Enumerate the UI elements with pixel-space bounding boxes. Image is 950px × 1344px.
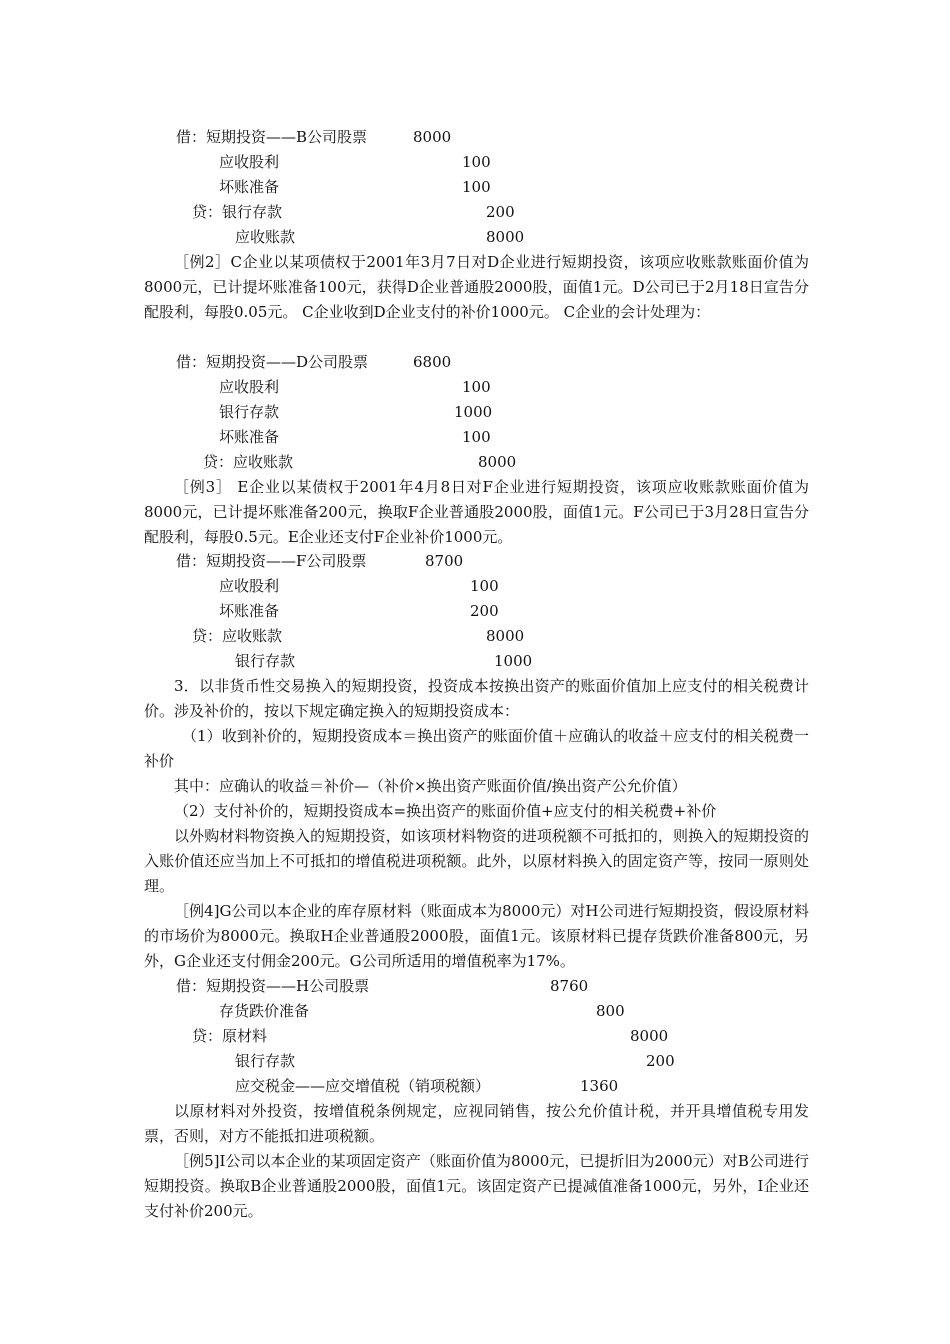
entry1-credit-row-amount: 8000 xyxy=(486,228,525,246)
vat-paragraph: 以原材料对外投资，按增值税条例规定，应视同销售，按公允价值计税，并开具增值税专用发票，否则，对方不能抵扣进项税额。 xyxy=(144,1102,809,1145)
example5-paragraph: ［例5]I公司以本企业的某项固定资产（账面价值为8000元，已提折旧为2000元）对B公司进行短期投资。换取B企业普通股2000股，面值1元。该固定资产已提减值准备1000元，另外，I企业还支付补价200元。 xyxy=(144,1152,809,1220)
material-paragraph: 以外购材料物资换入的短期投资，如该项材料物资的进项税额不可抵扣的，则换入的短期投资的入账价值还应当加上不可抵扣的增值税进项税额。此外，以原材料换入的固定资产等，按同一原则处理。 xyxy=(144,827,809,895)
entry4-row-amount: 800 xyxy=(596,1002,625,1020)
entry2-row-label: 应收股利 xyxy=(219,378,280,396)
section3-formula: 其中：应确认的收益＝补价—（补价×换出资产账面价值/换出资产公允价值） xyxy=(174,777,687,795)
entry2-row-label: 银行存款 xyxy=(219,403,280,421)
entry4-credit-row-label: 应交税金——应交增值税（销项税额） xyxy=(235,1077,491,1095)
entry1-credit-amount: 200 xyxy=(486,203,515,221)
entry2-row-label: 坏账准备 xyxy=(219,428,280,446)
entry4-row-label: 存货跌价准备 xyxy=(219,1002,310,1020)
entry2-debit-label: 借：短期投资——D公司股票 xyxy=(176,353,369,371)
section3-paragraph: 3．以非货币性交易换入的短期投资，投资成本按换出资产的账面价值加上应支付的相关税费计价。涉及补价的，按以下规定确定换入的短期投资成本： xyxy=(144,677,809,720)
section3-item2: （2）支付补价的，短期投资成本=换出资产的账面价值+应支付的相关税费+补价 xyxy=(174,802,717,820)
entry4-credit-label: 贷：原材料 xyxy=(192,1027,268,1045)
entry2-debit-amount: 6800 xyxy=(413,353,452,371)
entry1-row-amount: 100 xyxy=(462,153,491,171)
entry2-row-amount: 100 xyxy=(462,428,491,446)
entry2-credit-label: 贷：应收账款 xyxy=(203,453,294,471)
entry1-debit-amount: 8000 xyxy=(413,128,452,146)
entry4-debit-label: 借：短期投资——H公司股票 xyxy=(176,977,370,995)
entry3-credit-amount: 8000 xyxy=(486,627,525,645)
entry1-row-amount: 100 xyxy=(462,178,491,196)
entry3-credit-label: 贷：应收账款 xyxy=(192,627,283,645)
entry1-row-label: 坏账准备 xyxy=(219,178,280,196)
entry1-credit-row-label: 应收账款 xyxy=(235,228,296,246)
example4-paragraph: ［例4]G公司以本企业的库存原材料（账面成本为8000元）对H公司进行短期投资，假设原材料的市场价为8000元。换取H企业普通股2000股，面值1元。该原材料已提存货跌价准备800元，另外，G企业还支付佣金200元。G公司所适用的增值税率为17%。 xyxy=(144,902,809,970)
entry1-credit-label: 贷：银行存款 xyxy=(192,203,283,221)
entry3-debit-amount: 8700 xyxy=(425,552,464,570)
section3-item1: （1）收到补价的，短期投资成本＝换出资产的账面价值＋应确认的收益＋应支付的相关税费一补价 xyxy=(144,727,809,770)
entry4-credit-row-label: 银行存款 xyxy=(235,1052,296,1070)
entry4-debit-amount: 8760 xyxy=(550,977,589,995)
entry4-credit-row-amount: 200 xyxy=(646,1052,675,1070)
entry2-credit-amount: 8000 xyxy=(478,453,517,471)
entry4-credit-row-amount: 1360 xyxy=(580,1077,619,1095)
example2-paragraph: ［例2］C企业以某项债权于2001年3月7日对D企业进行短期投资，该项应收账款账面价值为8000元，已计提坏账准备100元，获得D企业普通股2000股，面值1元。D公司已于2月18日宣告分配股利，每股0.05元。 C企业收到D企业支付的补价1000元。 C企业的会计处理为： xyxy=(144,253,809,321)
entry3-credit-row-label: 银行存款 xyxy=(235,652,296,670)
entry3-debit-label: 借：短期投资——F公司股票 xyxy=(176,552,367,570)
entry3-row-amount: 200 xyxy=(470,602,499,620)
entry1-debit-label: 借：短期投资——B公司股票 xyxy=(176,128,368,146)
entry3-credit-row-amount: 1000 xyxy=(494,652,533,670)
entry4-credit-amount: 8000 xyxy=(630,1027,669,1045)
entry1-row-label: 应收股利 xyxy=(219,153,280,171)
entry2-row-amount: 1000 xyxy=(454,403,493,421)
entry3-row-amount: 100 xyxy=(470,577,499,595)
entry2-row-amount: 100 xyxy=(462,378,491,396)
example3-paragraph: ［例3］ E企业以某债权于2001年4月8日对F企业进行短期投资，该项应收账款账面价值为8000元，已计提坏账准备200元，换取F企业普通股2000股，面值1元。F公司已于3月28日宣告分配股利，每股0.5元。E企业还支付F企业补价1000元。 xyxy=(144,478,809,546)
entry3-row-label: 应收股利 xyxy=(219,577,280,595)
entry3-row-label: 坏账准备 xyxy=(219,602,280,620)
